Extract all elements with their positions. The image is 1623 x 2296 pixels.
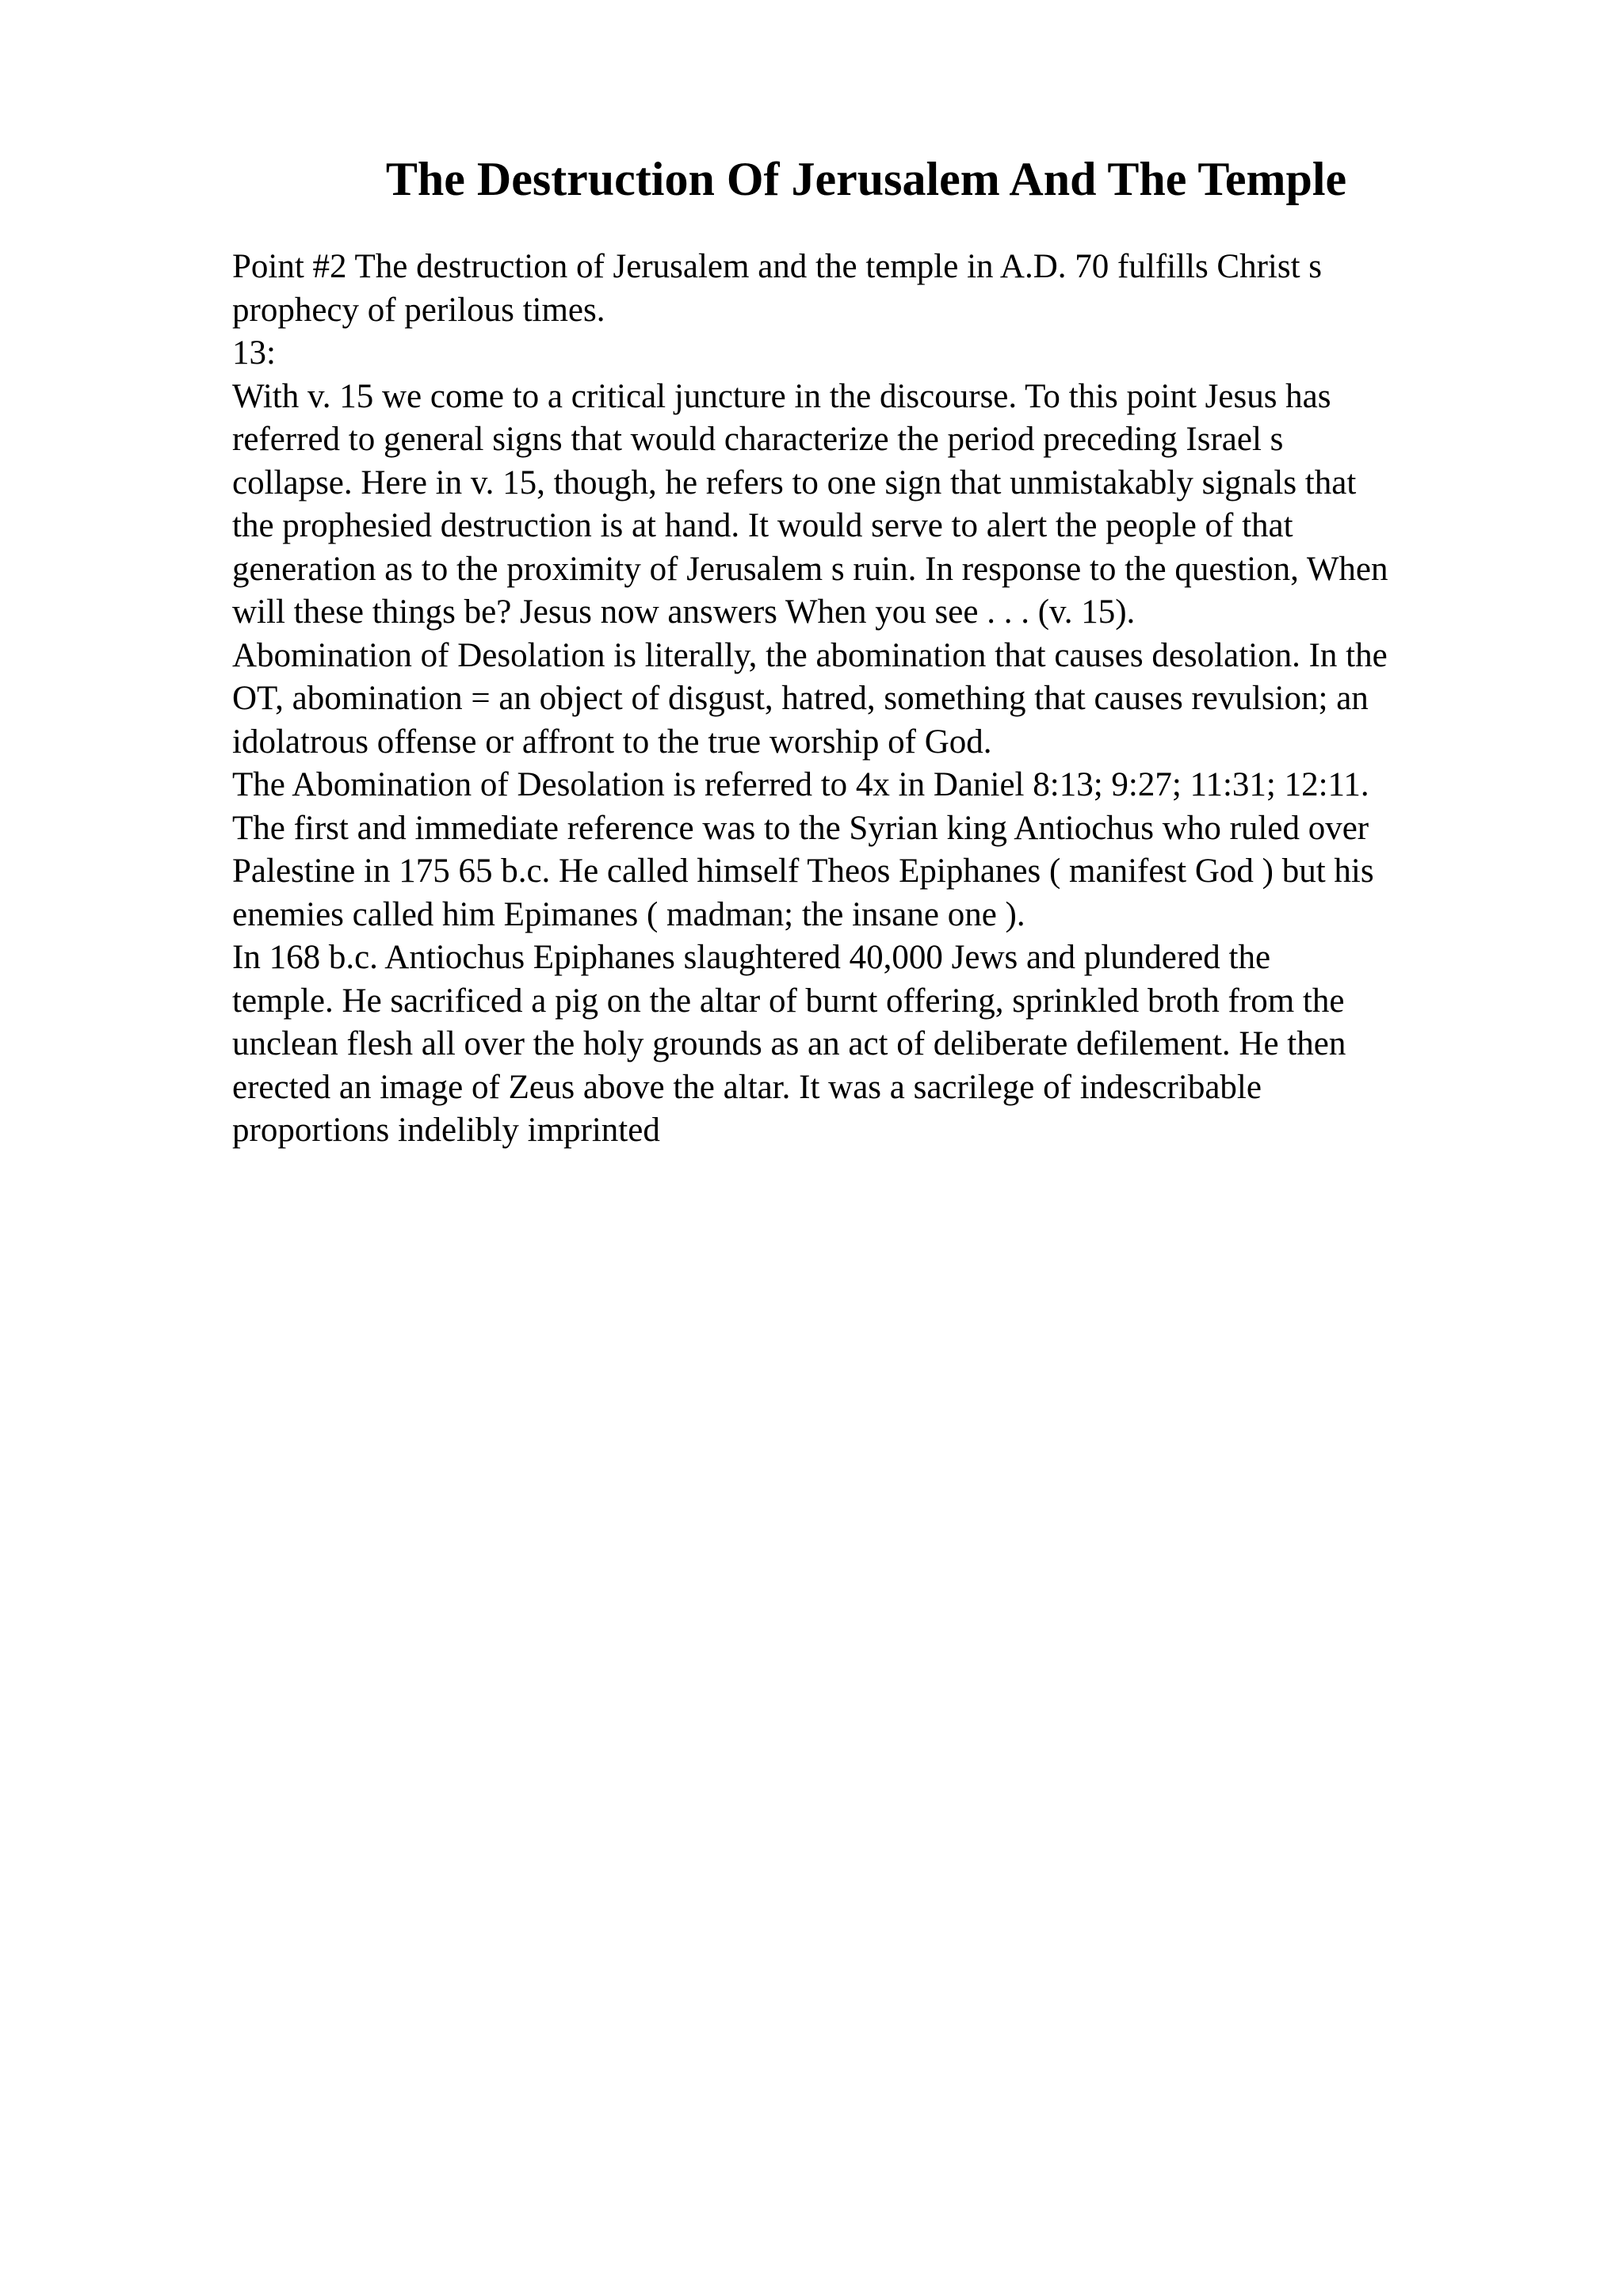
text-line: Palestine in 175 65 b.c. He called himself Theos Epiphanes ( manifest God ) but his	[232, 852, 1374, 890]
text-line: 13:	[232, 334, 276, 372]
text-line: idolatrous offense or affront to the true worship of God.	[232, 723, 992, 761]
text-line: In 168 b.c. Antiochus Epiphanes slaughtered 40,000 Jews and plundered the	[232, 939, 1271, 976]
text-line: erected an image of Zeus above the altar. It was a sacrilege of indescribable	[232, 1068, 1262, 1106]
text-line: generation as to the proximity of Jerusalem s ruin. In response to the question, When	[232, 550, 1388, 588]
text-line: temple. He sacrificed a pig on the altar of burnt offering, sprinkled broth from the	[232, 982, 1345, 1020]
text-line: will these things be? Jesus now answers When you see . . . (v. 15).	[232, 593, 1136, 631]
text-line: collapse. Here in v. 15, though, he refers to one sign that unmistakably signals that	[232, 463, 1357, 502]
document-title: The Destruction Of Jerusalem And The Temple	[385, 153, 1347, 205]
text-line: the prophesied destruction is at hand. It would serve to alert the people of that	[232, 507, 1293, 544]
text-line: enemies called him Epimanes ( madman; the insane one ).	[232, 895, 1025, 933]
text-line: The first and immediate reference was to the Syrian king Antiochus who ruled over	[232, 809, 1369, 847]
text-line: OT, abomination = an object of disgust, hatred, something that causes revulsion; an	[232, 680, 1369, 717]
text-line: The Abomination of Desolation is referred to 4x in Daniel 8:13; 9:27; 11:31; 12:11.	[232, 766, 1369, 803]
text-line: proportions indelibly imprinted	[232, 1112, 660, 1149]
text-line: Abomination of Desolation is literally, the abomination that causes desolation. In the	[232, 636, 1388, 674]
text-line: unclean flesh all over the holy grounds as an act of deliberate defilement. He then	[232, 1025, 1346, 1062]
text-line: referred to general signs that would characterize the period preceding Israel s	[232, 421, 1284, 458]
document-body	[232, 246, 1500, 1153]
text-line: Point #2 The destruction of Jerusalem and the temple in A.D. 70 fulfills Christ s	[232, 248, 1323, 285]
text-line: With v. 15 we come to a critical juncture in the discourse. To this point Jesus has	[232, 377, 1331, 415]
text-line: prophecy of perilous times.	[232, 291, 605, 329]
